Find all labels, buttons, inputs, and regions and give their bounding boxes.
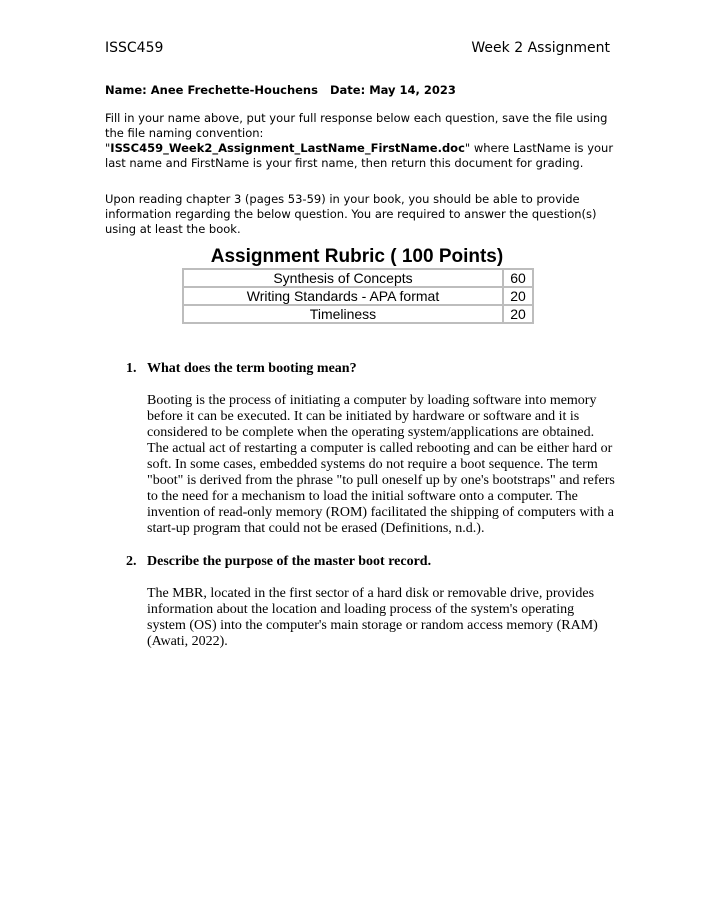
rubric-points: 20 bbox=[503, 305, 533, 323]
filename-convention: ISSC459_Week2_Assignment_LastName_FirstName.doc bbox=[110, 141, 465, 155]
rubric-row bbox=[183, 305, 533, 323]
answer-text: Booting is the process of initiating a computer by loading software into memory before it can be executed. It can be initiated by hardware or software and it is considered to be complete when the operating system/applications are obtained. The actual act of restarting a computer is called rebooting and can be either hard or soft. In some cases, embedded systems do not require a boot sequence. The term "boot" is derived from the phrase "to pull oneself up by one's bootstraps" and refers to the need for a mechanism to load the initial software onto a computer. The invention of read-only memory (ROM) facilitated the shipping of computers with a start-up program that could not be erased (Definitions, n.d.). bbox=[147, 393, 615, 536]
reading-paragraph: Upon reading chapter 3 (pages 53-59) in your book, you should be able to provide information regarding the below question. You are required to answer the question(s) using at least the book. bbox=[105, 192, 597, 236]
rubric-criterion: Writing Standards - APA format bbox=[183, 287, 503, 305]
question-number: 2. bbox=[126, 554, 137, 569]
instructions-paragraph bbox=[105, 111, 617, 171]
rubric-row bbox=[183, 269, 533, 287]
rubric-points: 60 bbox=[503, 269, 533, 287]
student-meta bbox=[105, 83, 456, 97]
rubric-points: 20 bbox=[503, 287, 533, 305]
question-text: Describe the purpose of the master boot record. bbox=[147, 554, 432, 569]
answer-text: The MBR, located in the first sector of a hard disk or removable drive, provides information about the location and loading process of the system's operating system (OS) into the computer's main storage or random access memory (RAM) (Awati, 2022). bbox=[147, 586, 598, 649]
rubric-criterion: Timeliness bbox=[183, 305, 503, 323]
instructions-text-end: " where LastName is your last name and FirstName is your first name, then return this document for grading. bbox=[105, 141, 614, 170]
rubric-criterion: Synthesis of Concepts bbox=[183, 269, 503, 287]
question-text: What does the term booting mean? bbox=[147, 361, 357, 376]
question-number: 1. bbox=[126, 361, 137, 376]
assignment-title: Week 2 Assignment bbox=[471, 40, 610, 56]
instructions-text-start: Fill in your name above, put your full response below each question, save the file using the file naming convention: " bbox=[105, 111, 608, 155]
student-name: Name: Anee Frechette-Houchens bbox=[105, 83, 318, 97]
rubric-title: Assignment Rubric ( 100 Points) bbox=[210, 246, 504, 267]
course-code: ISSC459 bbox=[105, 40, 164, 56]
submission-date: Date: May 14, 2023 bbox=[330, 83, 456, 97]
rubric-table bbox=[182, 268, 534, 324]
rubric-row bbox=[183, 287, 533, 305]
